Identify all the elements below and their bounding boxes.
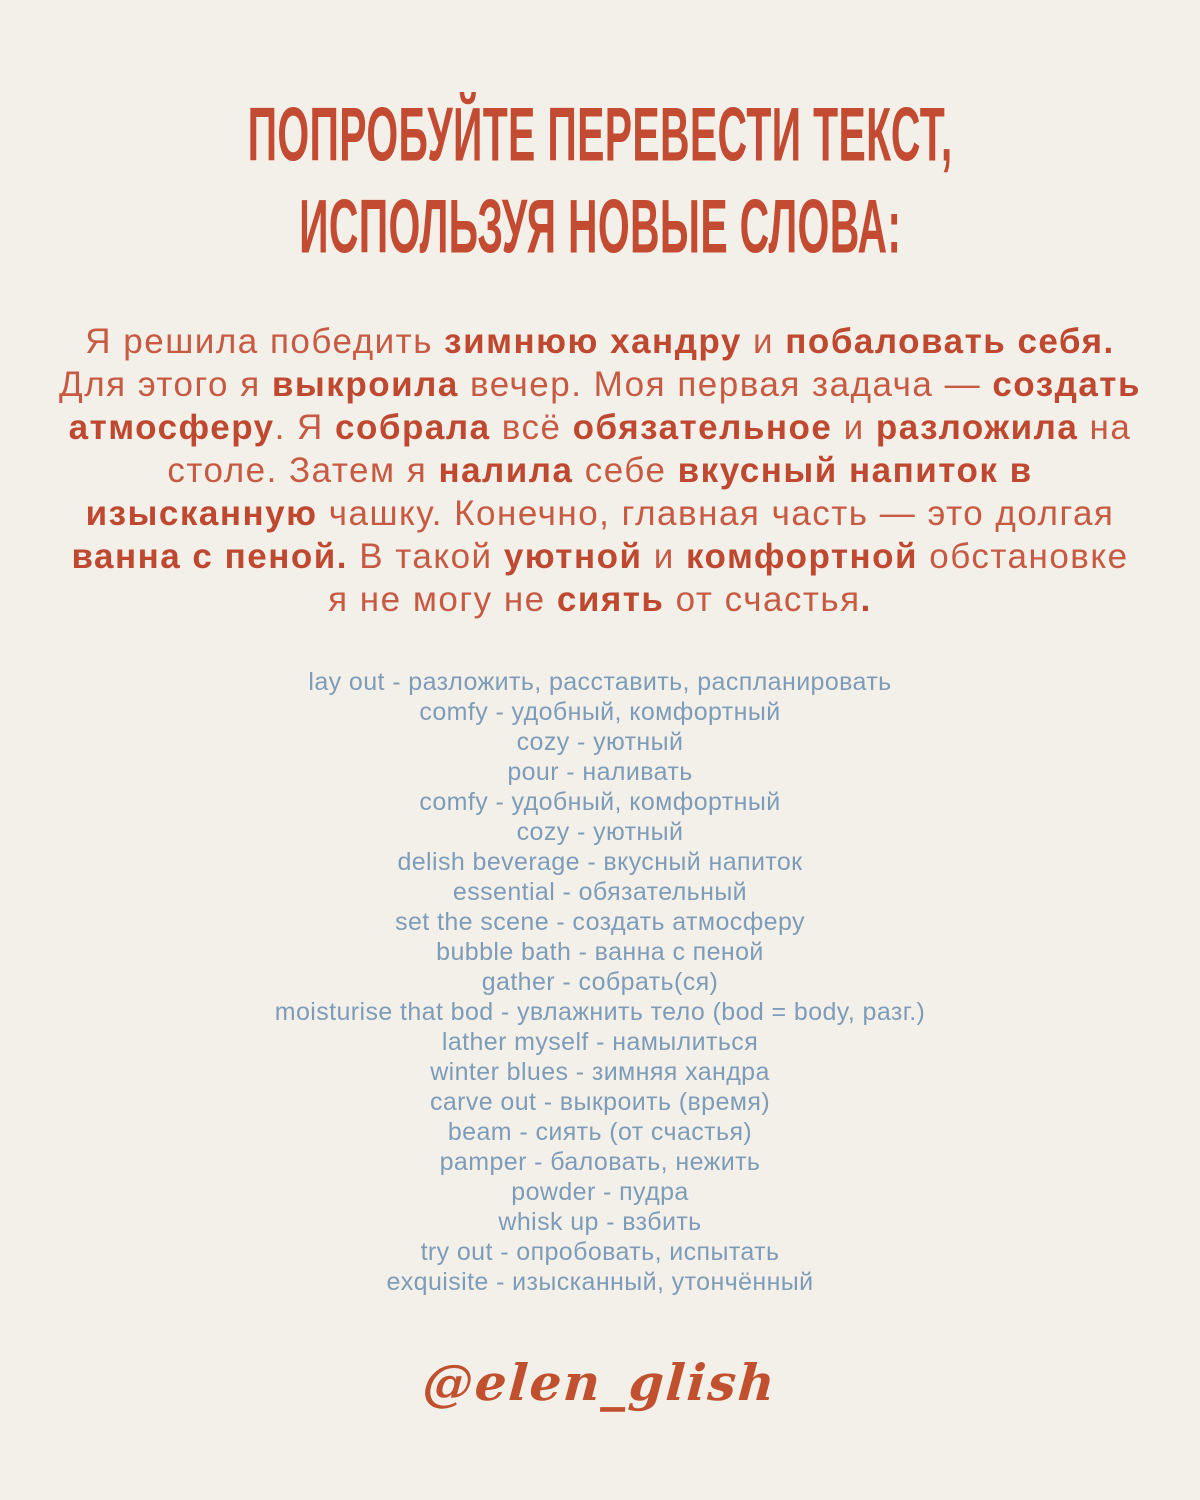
paragraph-segment: зимнюю хандру: [444, 322, 742, 361]
vocab-translation: выкроить (время): [559, 1088, 771, 1116]
page-title: [0, 90, 1200, 274]
vocab-term: bubble bath: [436, 938, 572, 966]
vocab-term: lay out: [308, 668, 385, 696]
paragraph-segment: на столе. Затем я: [167, 408, 1132, 490]
vocab-term: pamper: [439, 1148, 527, 1176]
paragraph-segment: налила: [438, 451, 574, 490]
vocab-separator: -: [488, 698, 512, 726]
paragraph-segment: вечер. Моя первая задача —: [458, 365, 993, 404]
vocab-item: [100, 937, 1100, 967]
vocab-separator: -: [384, 668, 409, 696]
vocab-separator: -: [536, 1088, 560, 1116]
vocab-term: essential: [452, 878, 556, 906]
paragraph-segment: уютной: [503, 537, 643, 576]
title-row-2: [0, 182, 1200, 274]
paragraph-segment: В такой: [347, 537, 504, 576]
vocab-term: delish beverage: [397, 848, 580, 876]
vocab-translation: ванна с пеной: [594, 938, 764, 966]
vocab-separator: -: [579, 848, 604, 876]
paragraph-segment: чашку. Конечно, главная часть — это долгая: [317, 494, 1115, 533]
vocab-translation: создать атмосферу: [572, 908, 805, 936]
paragraph-segment: сиять: [556, 580, 665, 619]
paragraph-segment: создать атмосферу: [68, 365, 1141, 447]
vocab-term: beam: [447, 1118, 513, 1146]
vocab-separator: -: [512, 1118, 536, 1146]
vocab-translation: баловать, нежить: [550, 1148, 761, 1176]
vocab-translation: намылиться: [612, 1028, 759, 1056]
vocab-term: comfy: [419, 698, 489, 726]
vocab-item: [100, 667, 1100, 697]
vocab-item: [100, 697, 1100, 727]
vocab-item: [100, 727, 1100, 757]
vocab-item: [100, 1237, 1100, 1267]
exercise-paragraph: [58, 320, 1142, 621]
vocab-term: cozy: [516, 818, 570, 846]
vocab-translation: увлажнить тело (bod = body, разг.): [516, 998, 926, 1026]
vocab-separator: -: [549, 908, 573, 936]
vocab-item: [100, 1207, 1100, 1237]
paragraph-segment: собрала: [335, 408, 491, 447]
paragraph-segment: ванна с пеной.: [71, 537, 348, 576]
vocab-term: cozy: [516, 728, 570, 756]
paragraph-segment: побаловать себя.: [785, 322, 1115, 361]
vocab-separator: -: [598, 1208, 623, 1236]
vocab-translation: изысканный, утончённый: [512, 1268, 814, 1296]
vocab-separator: -: [569, 818, 594, 846]
vocab-term: exquisite: [386, 1268, 489, 1296]
vocab-item: [100, 907, 1100, 937]
vocab-separator: -: [555, 968, 579, 996]
vocab-translation: собрать(ся): [578, 968, 719, 996]
vocabulary-list: [100, 667, 1100, 1297]
paragraph-segment: Для этого я: [59, 365, 272, 404]
vocab-term: pour: [507, 758, 559, 786]
paragraph-segment: обязательное: [572, 408, 833, 447]
paragraph-segment: от счастья: [664, 580, 861, 619]
paragraph-segment: . Я: [274, 408, 336, 447]
vocab-term: gather: [481, 968, 556, 996]
paragraph-segment: себе: [573, 451, 678, 490]
vocab-translation: удобный, комфортный: [511, 698, 781, 726]
vocab-separator: -: [492, 1238, 517, 1266]
vocab-translation: уютный: [593, 728, 684, 756]
paragraph-segment: обстановке я не могу не: [328, 537, 1129, 619]
title-line-1: ПОПРОБУЙТЕ ПЕРЕВЕСТИ ТЕКСТ,: [247, 93, 953, 178]
footer: [0, 1353, 1200, 1412]
vocab-separator: -: [555, 878, 579, 906]
vocab-separator: -: [595, 1178, 620, 1206]
vocab-item: [100, 1057, 1100, 1087]
vocab-translation: разложить, расставить, распланировать: [408, 668, 892, 696]
vocab-term: lather myself: [441, 1028, 589, 1056]
vocab-term: powder: [511, 1178, 596, 1206]
vocab-term: set the scene: [395, 908, 549, 936]
paragraph-segment: Я решила победить: [85, 322, 445, 361]
paragraph-segment: .: [860, 580, 872, 619]
vocab-term: moisturise that bod: [274, 998, 494, 1026]
vocab-item: [100, 847, 1100, 877]
title-row-1: [0, 90, 1200, 182]
vocab-item: [100, 997, 1100, 1027]
vocab-item: [100, 1027, 1100, 1057]
vocab-item: [100, 757, 1100, 787]
vocab-separator: -: [493, 998, 517, 1026]
vocab-term: whisk up: [498, 1208, 599, 1236]
instagram-handle: @elen_glish: [421, 1353, 779, 1412]
vocab-separator: -: [588, 1028, 613, 1056]
vocab-separator: -: [571, 938, 595, 966]
vocab-item: [100, 1117, 1100, 1147]
vocab-item: [100, 817, 1100, 847]
paragraph-segment: выкроила: [271, 365, 459, 404]
vocab-term: carve out: [429, 1088, 537, 1116]
vocab-separator: -: [569, 728, 594, 756]
vocab-separator: -: [488, 788, 512, 816]
vocab-item: [100, 1147, 1100, 1177]
vocab-item: [100, 1087, 1100, 1117]
vocab-translation: опробовать, испытать: [516, 1238, 780, 1266]
paragraph-segment: и: [642, 537, 686, 576]
vocab-translation: взбить: [622, 1208, 702, 1236]
paragraph-segment: разложила: [875, 408, 1079, 447]
vocab-translation: пудра: [619, 1178, 689, 1206]
vocab-item: [100, 1267, 1100, 1297]
title-line-2: ИСПОЛЬЗУЯ НОВЫЕ СЛОВА:: [298, 185, 902, 270]
vocab-item: [100, 877, 1100, 907]
paragraph-segment: вкусный напиток в изысканную: [85, 451, 1033, 533]
vocab-translation: вкусный напиток: [603, 848, 803, 876]
vocab-translation: уютный: [593, 818, 684, 846]
vocab-item: [100, 967, 1100, 997]
paragraph-segment: и: [741, 322, 786, 361]
vocab-term: comfy: [419, 788, 489, 816]
vocab-translation: сиять (от счастья): [535, 1118, 753, 1146]
vocab-item: [100, 1177, 1100, 1207]
vocab-item: [100, 787, 1100, 817]
vocab-separator: -: [488, 1268, 513, 1296]
vocab-translation: обязательный: [578, 878, 748, 906]
paragraph-segment: всё: [490, 408, 573, 447]
vocab-separator: -: [568, 1058, 592, 1086]
vocab-term: winter blues: [430, 1058, 569, 1086]
vocab-translation: зимняя хандра: [591, 1058, 770, 1086]
vocab-separator: -: [558, 758, 583, 786]
vocab-translation: удобный, комфортный: [511, 788, 781, 816]
vocab-separator: -: [526, 1148, 551, 1176]
vocab-term: try out: [420, 1238, 493, 1266]
paragraph-segment: и: [832, 408, 876, 447]
vocab-translation: наливать: [582, 758, 693, 786]
paragraph-segment: комфортной: [686, 537, 919, 576]
